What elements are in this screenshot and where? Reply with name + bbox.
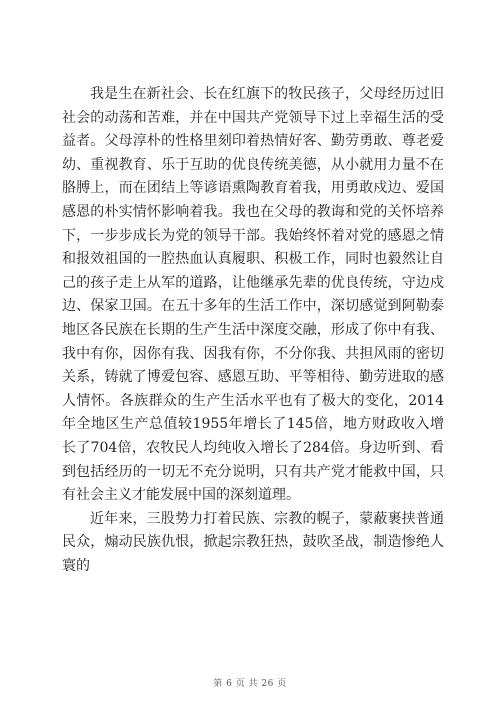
document-body — [62, 83, 444, 578]
page-footer: 第 6 页 共 26 页 — [213, 679, 287, 689]
paragraph-2: 近年来，三股势力打着民族、宗教的幌子，蒙蔽裹挟普通民众，煽动民族仇恨，掀起宗教狂热，鼓吹圣战，制造惨绝人寰的 — [62, 510, 444, 574]
paragraph-1: 我是生在新社会、长在红旗下的牧民孩子，父母经历过旧社会的动荡和苦难，并在中国共产党领导下过上幸福生活的受益者。父母淳朴的性格里刻印着热情好客、勤劳勇敢、尊老爱幼、重视教育、乐于互助的优良传统美德，从小就用力量不在胳膊上，而在团结上等谚语熏陶教育着我，用勇敢戍边、爱国感恩的朴实情怀影响着我。我也在父母的教诲和党的关怀培养下，一步步成长为党的领导干部。我始终怀着对党的感恩之情和报效祖国的一腔热血认真履职、积极工作，同时也毅然让自己的孩子走上从军的道路，让他继承先辈的优良传统，守边戍边、保家卫国。在五十多年的生活工作中，深切感觉到阿勒泰地区各民族在长期的生产生活中深度交融，形成了你中有我、我中有你，因你有我、因我有你，不分你我、共担风雨的密切关系，铸就了博爱包容、感恩互助、平等相待、勤劳进取的感人情怀。各族群众的生产生活水平也有了极大的变化，2014年全地区生产总值较1955年增长了145倍，地方财政收入增长了704倍，农牧民人均纯收入增长了284倍。身边听到、看到包括经历的一切无不充分说明，只有共产党才能救中国，只有社会主义才能发展中国的深刻道理。 — [62, 86, 444, 504]
